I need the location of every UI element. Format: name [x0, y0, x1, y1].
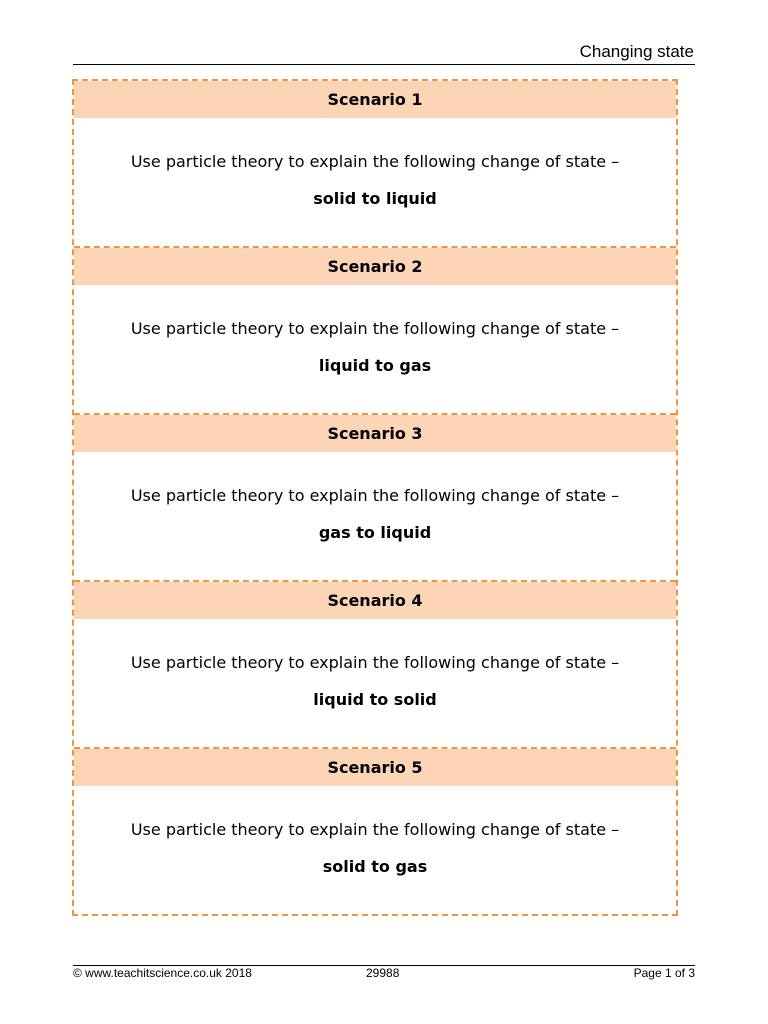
scenario-card [74, 248, 676, 415]
header-divider [73, 64, 695, 65]
scenario-card-body [74, 285, 676, 413]
scenario-card-body [74, 452, 676, 580]
scenario-card [74, 749, 676, 914]
scenario-card-title: Scenario 2 [74, 248, 676, 285]
scenario-change-of-state: gas to liquid [318, 523, 432, 542]
scenario-card-body [74, 786, 676, 914]
footer-resource-code: 29988 [366, 966, 400, 980]
scenario-card-title: Scenario 4 [74, 582, 676, 619]
scenario-instruction: Use particle theory to explain the following change of state – [130, 820, 620, 839]
scenario-card-title: Scenario 5 [74, 749, 676, 786]
scenario-card [74, 81, 676, 248]
scenario-instruction: Use particle theory to explain the following change of state – [130, 152, 620, 171]
scenario-card [74, 415, 676, 582]
scenario-card-title: Scenario 3 [74, 415, 676, 452]
scenario-change-of-state: solid to gas [322, 857, 428, 876]
footer-copyright: © www.teachitscience.co.uk 2018 [73, 966, 252, 980]
scenario-change-of-state: liquid to gas [318, 356, 432, 375]
scenario-card [74, 582, 676, 749]
scenario-instruction: Use particle theory to explain the following change of state – [130, 653, 620, 672]
scenario-instruction: Use particle theory to explain the following change of state – [130, 319, 620, 338]
scenario-instruction: Use particle theory to explain the following change of state – [130, 486, 620, 505]
footer-page-number: Page 1 of 3 [633, 966, 695, 980]
scenario-change-of-state: liquid to solid [313, 690, 437, 709]
scenario-card-body [74, 619, 676, 747]
scenario-card-title: Scenario 1 [74, 81, 676, 118]
page-header-title: Changing state [579, 42, 694, 61]
scenario-change-of-state: solid to liquid [313, 189, 437, 208]
scenario-card-body [74, 118, 676, 246]
scenario-cards-container [72, 79, 678, 916]
